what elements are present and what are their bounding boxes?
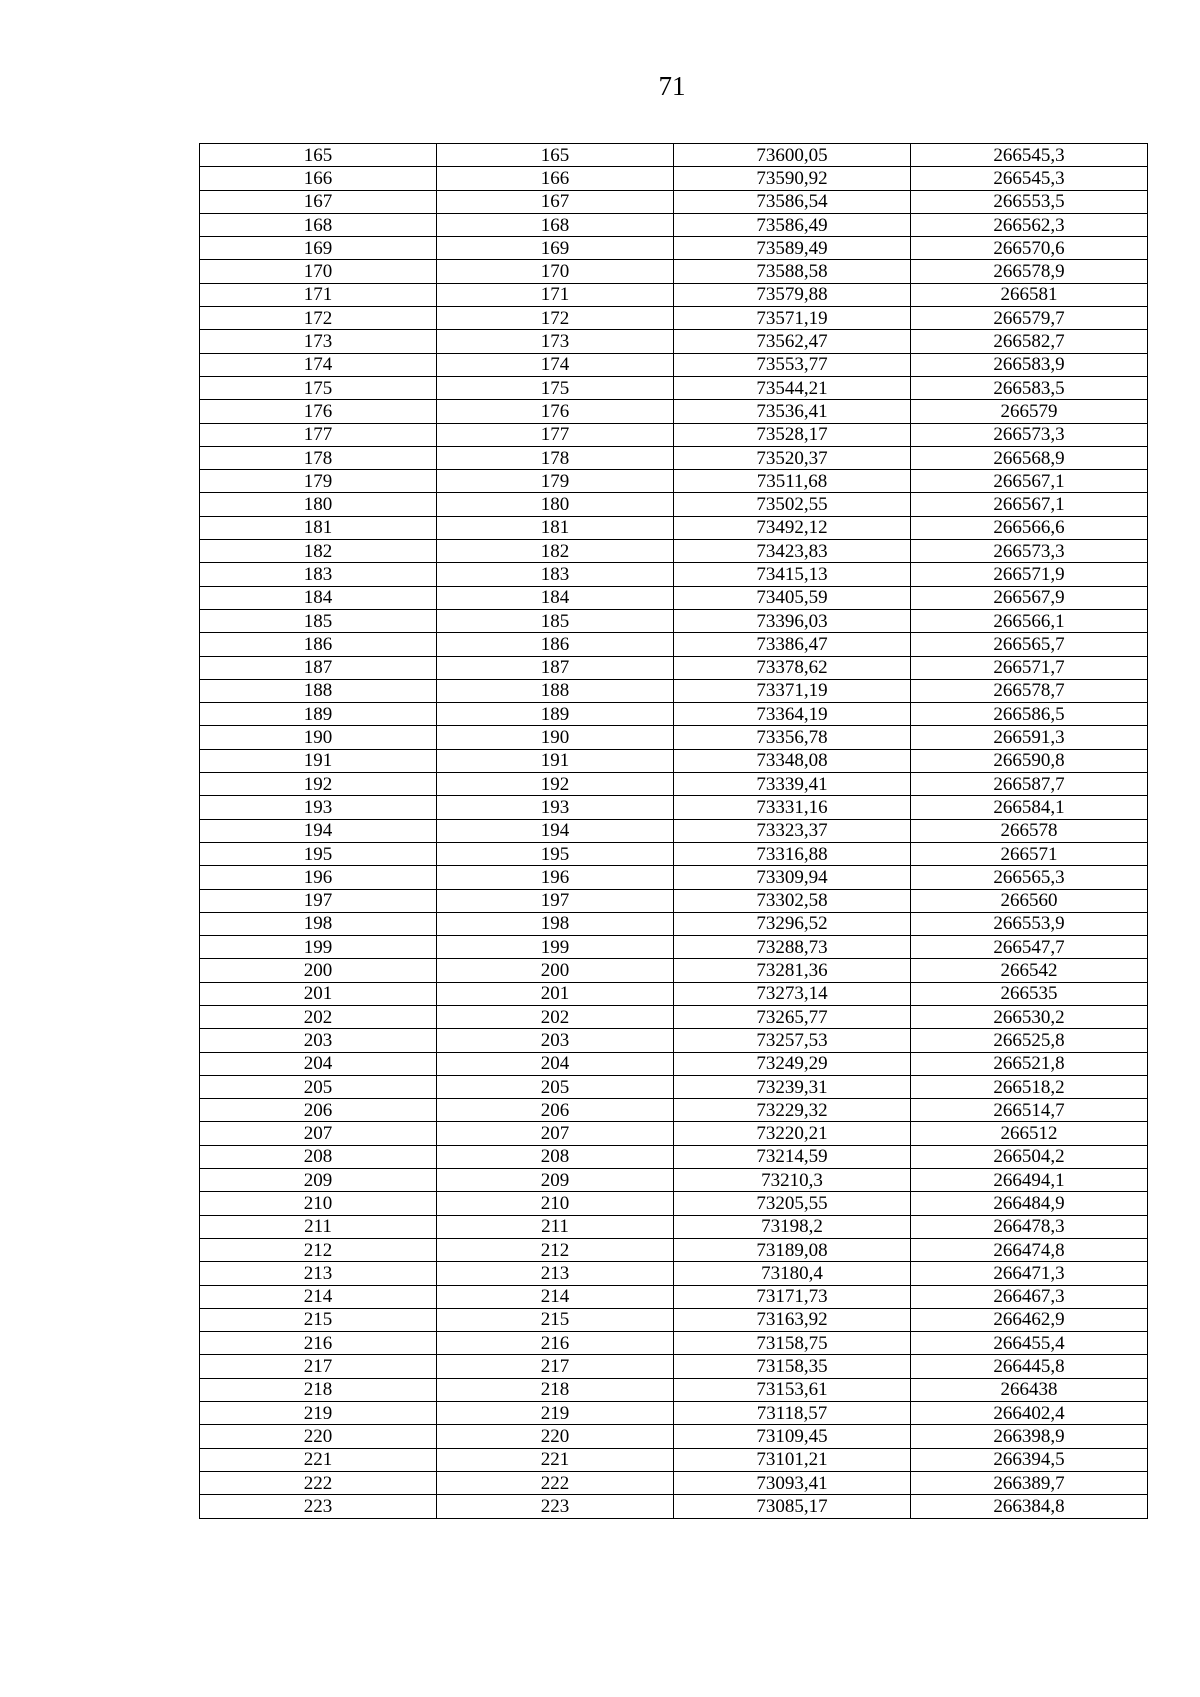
x-coordinate-cell: 73205,55 xyxy=(674,1192,911,1215)
x-coordinate-cell: 73265,77 xyxy=(674,1005,911,1028)
y-coordinate-cell: 266568,9 xyxy=(911,446,1148,469)
x-coordinate-cell: 73210,3 xyxy=(674,1169,911,1192)
table-row xyxy=(200,353,1148,376)
table-row xyxy=(200,1285,1148,1308)
point-number-cell: 171 xyxy=(200,283,437,306)
point-number-cell: 201 xyxy=(200,982,437,1005)
coordinates-table-body xyxy=(200,144,1148,1519)
table-row xyxy=(200,1355,1148,1378)
x-coordinate-cell: 73109,45 xyxy=(674,1425,911,1448)
x-coordinate-cell: 73273,14 xyxy=(674,982,911,1005)
point-id-cell: 182 xyxy=(437,540,674,563)
table-row xyxy=(200,936,1148,959)
point-id-cell: 214 xyxy=(437,1285,674,1308)
point-number-cell: 181 xyxy=(200,516,437,539)
table-row xyxy=(200,1238,1148,1261)
point-number-cell: 216 xyxy=(200,1332,437,1355)
point-id-cell: 189 xyxy=(437,703,674,726)
point-number-cell: 185 xyxy=(200,609,437,632)
x-coordinate-cell: 73316,88 xyxy=(674,842,911,865)
point-number-cell: 219 xyxy=(200,1402,437,1425)
point-number-cell: 191 xyxy=(200,749,437,772)
x-coordinate-cell: 73339,41 xyxy=(674,773,911,796)
point-number-cell: 210 xyxy=(200,1192,437,1215)
table-row xyxy=(200,866,1148,889)
y-coordinate-cell: 266567,9 xyxy=(911,586,1148,609)
point-id-cell: 204 xyxy=(437,1052,674,1075)
x-coordinate-cell: 73296,52 xyxy=(674,912,911,935)
y-coordinate-cell: 266562,3 xyxy=(911,213,1148,236)
table-row xyxy=(200,470,1148,493)
point-id-cell: 212 xyxy=(437,1238,674,1261)
y-coordinate-cell: 266567,1 xyxy=(911,470,1148,493)
y-coordinate-cell: 266545,3 xyxy=(911,144,1148,167)
x-coordinate-cell: 73579,88 xyxy=(674,283,911,306)
point-id-cell: 176 xyxy=(437,400,674,423)
y-coordinate-cell: 266512 xyxy=(911,1122,1148,1145)
point-number-cell: 205 xyxy=(200,1075,437,1098)
point-id-cell: 190 xyxy=(437,726,674,749)
point-number-cell: 195 xyxy=(200,842,437,865)
y-coordinate-cell: 266578,7 xyxy=(911,679,1148,702)
point-id-cell: 209 xyxy=(437,1169,674,1192)
point-id-cell: 206 xyxy=(437,1099,674,1122)
point-id-cell: 184 xyxy=(437,586,674,609)
point-number-cell: 200 xyxy=(200,959,437,982)
point-number-cell: 190 xyxy=(200,726,437,749)
point-id-cell: 218 xyxy=(437,1378,674,1401)
x-coordinate-cell: 73586,49 xyxy=(674,213,911,236)
x-coordinate-cell: 73378,62 xyxy=(674,656,911,679)
y-coordinate-cell: 266583,9 xyxy=(911,353,1148,376)
point-id-cell: 183 xyxy=(437,563,674,586)
x-coordinate-cell: 73528,17 xyxy=(674,423,911,446)
y-coordinate-cell: 266553,5 xyxy=(911,190,1148,213)
point-id-cell: 203 xyxy=(437,1029,674,1052)
x-coordinate-cell: 73118,57 xyxy=(674,1402,911,1425)
table-row xyxy=(200,307,1148,330)
point-id-cell: 216 xyxy=(437,1332,674,1355)
x-coordinate-cell: 73214,59 xyxy=(674,1145,911,1168)
x-coordinate-cell: 73180,4 xyxy=(674,1262,911,1285)
table-row xyxy=(200,423,1148,446)
y-coordinate-cell: 266467,3 xyxy=(911,1285,1148,1308)
table-row xyxy=(200,1169,1148,1192)
table-row xyxy=(200,1215,1148,1238)
point-number-cell: 180 xyxy=(200,493,437,516)
point-number-cell: 206 xyxy=(200,1099,437,1122)
y-coordinate-cell: 266389,7 xyxy=(911,1471,1148,1494)
point-number-cell: 166 xyxy=(200,167,437,190)
point-id-cell: 196 xyxy=(437,866,674,889)
point-id-cell: 197 xyxy=(437,889,674,912)
point-number-cell: 207 xyxy=(200,1122,437,1145)
point-id-cell: 178 xyxy=(437,446,674,469)
y-coordinate-cell: 266384,8 xyxy=(911,1495,1148,1518)
x-coordinate-cell: 73323,37 xyxy=(674,819,911,842)
table-row xyxy=(200,1332,1148,1355)
y-coordinate-cell: 266484,9 xyxy=(911,1192,1148,1215)
point-id-cell: 168 xyxy=(437,213,674,236)
point-number-cell: 165 xyxy=(200,144,437,167)
y-coordinate-cell: 266545,3 xyxy=(911,167,1148,190)
point-id-cell: 195 xyxy=(437,842,674,865)
point-id-cell: 172 xyxy=(437,307,674,330)
y-coordinate-cell: 266398,9 xyxy=(911,1425,1148,1448)
point-id-cell: 211 xyxy=(437,1215,674,1238)
x-coordinate-cell: 73101,21 xyxy=(674,1448,911,1471)
y-coordinate-cell: 266573,3 xyxy=(911,540,1148,563)
y-coordinate-cell: 266566,6 xyxy=(911,516,1148,539)
x-coordinate-cell: 73281,36 xyxy=(674,959,911,982)
table-row xyxy=(200,446,1148,469)
point-number-cell: 183 xyxy=(200,563,437,586)
y-coordinate-cell: 266478,3 xyxy=(911,1215,1148,1238)
x-coordinate-cell: 73586,54 xyxy=(674,190,911,213)
y-coordinate-cell: 266535 xyxy=(911,982,1148,1005)
x-coordinate-cell: 73220,21 xyxy=(674,1122,911,1145)
point-number-cell: 189 xyxy=(200,703,437,726)
x-coordinate-cell: 73386,47 xyxy=(674,633,911,656)
y-coordinate-cell: 266578 xyxy=(911,819,1148,842)
y-coordinate-cell: 266514,7 xyxy=(911,1099,1148,1122)
point-id-cell: 199 xyxy=(437,936,674,959)
x-coordinate-cell: 73331,16 xyxy=(674,796,911,819)
y-coordinate-cell: 266547,7 xyxy=(911,936,1148,959)
y-coordinate-cell: 266471,3 xyxy=(911,1262,1148,1285)
y-coordinate-cell: 266582,7 xyxy=(911,330,1148,353)
point-number-cell: 223 xyxy=(200,1495,437,1518)
table-row xyxy=(200,260,1148,283)
x-coordinate-cell: 73544,21 xyxy=(674,376,911,399)
point-id-cell: 205 xyxy=(437,1075,674,1098)
x-coordinate-cell: 73371,19 xyxy=(674,679,911,702)
x-coordinate-cell: 73511,68 xyxy=(674,470,911,493)
y-coordinate-cell: 266566,1 xyxy=(911,609,1148,632)
y-coordinate-cell: 266587,7 xyxy=(911,773,1148,796)
table-row xyxy=(200,1495,1148,1518)
x-coordinate-cell: 73257,53 xyxy=(674,1029,911,1052)
x-coordinate-cell: 73600,05 xyxy=(674,144,911,167)
point-id-cell: 166 xyxy=(437,167,674,190)
point-number-cell: 176 xyxy=(200,400,437,423)
point-number-cell: 186 xyxy=(200,633,437,656)
x-coordinate-cell: 73198,2 xyxy=(674,1215,911,1238)
point-number-cell: 170 xyxy=(200,260,437,283)
x-coordinate-cell: 73302,58 xyxy=(674,889,911,912)
point-number-cell: 168 xyxy=(200,213,437,236)
y-coordinate-cell: 266474,8 xyxy=(911,1238,1148,1261)
x-coordinate-cell: 73229,32 xyxy=(674,1099,911,1122)
point-id-cell: 167 xyxy=(437,190,674,213)
table-row xyxy=(200,656,1148,679)
table-row xyxy=(200,1471,1148,1494)
point-id-cell: 223 xyxy=(437,1495,674,1518)
point-number-cell: 182 xyxy=(200,540,437,563)
point-number-cell: 175 xyxy=(200,376,437,399)
x-coordinate-cell: 73085,17 xyxy=(674,1495,911,1518)
table-row xyxy=(200,1099,1148,1122)
point-number-cell: 177 xyxy=(200,423,437,446)
point-id-cell: 207 xyxy=(437,1122,674,1145)
table-row xyxy=(200,283,1148,306)
page-number: 71 xyxy=(658,71,686,101)
point-id-cell: 217 xyxy=(437,1355,674,1378)
x-coordinate-cell: 73189,08 xyxy=(674,1238,911,1261)
point-number-cell: 222 xyxy=(200,1471,437,1494)
x-coordinate-cell: 73502,55 xyxy=(674,493,911,516)
table-row xyxy=(200,1448,1148,1471)
y-coordinate-cell: 266565,3 xyxy=(911,866,1148,889)
point-number-cell: 193 xyxy=(200,796,437,819)
point-number-cell: 214 xyxy=(200,1285,437,1308)
x-coordinate-cell: 73288,73 xyxy=(674,936,911,959)
x-coordinate-cell: 73571,19 xyxy=(674,307,911,330)
point-number-cell: 194 xyxy=(200,819,437,842)
x-coordinate-cell: 73562,47 xyxy=(674,330,911,353)
point-id-cell: 169 xyxy=(437,237,674,260)
table-row xyxy=(200,540,1148,563)
point-id-cell: 198 xyxy=(437,912,674,935)
table-row xyxy=(200,819,1148,842)
point-number-cell: 196 xyxy=(200,866,437,889)
point-number-cell: 167 xyxy=(200,190,437,213)
y-coordinate-cell: 266591,3 xyxy=(911,726,1148,749)
point-id-cell: 210 xyxy=(437,1192,674,1215)
point-number-cell: 213 xyxy=(200,1262,437,1285)
point-id-cell: 193 xyxy=(437,796,674,819)
point-id-cell: 219 xyxy=(437,1402,674,1425)
y-coordinate-cell: 266394,5 xyxy=(911,1448,1148,1471)
y-coordinate-cell: 266567,1 xyxy=(911,493,1148,516)
x-coordinate-cell: 73356,78 xyxy=(674,726,911,749)
point-id-cell: 179 xyxy=(437,470,674,493)
point-number-cell: 197 xyxy=(200,889,437,912)
point-number-cell: 215 xyxy=(200,1308,437,1331)
point-id-cell: 180 xyxy=(437,493,674,516)
table-row xyxy=(200,190,1148,213)
table-row xyxy=(200,889,1148,912)
x-coordinate-cell: 73093,41 xyxy=(674,1471,911,1494)
y-coordinate-cell: 266553,9 xyxy=(911,912,1148,935)
table-row xyxy=(200,400,1148,423)
table-row xyxy=(200,1005,1148,1028)
point-id-cell: 222 xyxy=(437,1471,674,1494)
y-coordinate-cell: 266571,9 xyxy=(911,563,1148,586)
table-row xyxy=(200,912,1148,935)
table-row xyxy=(200,1378,1148,1401)
y-coordinate-cell: 266586,5 xyxy=(911,703,1148,726)
x-coordinate-cell: 73364,19 xyxy=(674,703,911,726)
x-coordinate-cell: 73423,83 xyxy=(674,540,911,563)
point-number-cell: 204 xyxy=(200,1052,437,1075)
y-coordinate-cell: 266590,8 xyxy=(911,749,1148,772)
point-id-cell: 177 xyxy=(437,423,674,446)
point-number-cell: 220 xyxy=(200,1425,437,1448)
point-id-cell: 173 xyxy=(437,330,674,353)
point-id-cell: 170 xyxy=(437,260,674,283)
point-number-cell: 169 xyxy=(200,237,437,260)
point-number-cell: 211 xyxy=(200,1215,437,1238)
table-row xyxy=(200,376,1148,399)
x-coordinate-cell: 73415,13 xyxy=(674,563,911,586)
table-row xyxy=(200,1145,1148,1168)
table-row xyxy=(200,749,1148,772)
y-coordinate-cell: 266455,4 xyxy=(911,1332,1148,1355)
table-row xyxy=(200,1122,1148,1145)
x-coordinate-cell: 73249,29 xyxy=(674,1052,911,1075)
point-id-cell: 186 xyxy=(437,633,674,656)
point-number-cell: 203 xyxy=(200,1029,437,1052)
table-row xyxy=(200,726,1148,749)
x-coordinate-cell: 73158,75 xyxy=(674,1332,911,1355)
x-coordinate-cell: 73589,49 xyxy=(674,237,911,260)
point-number-cell: 217 xyxy=(200,1355,437,1378)
y-coordinate-cell: 266530,2 xyxy=(911,1005,1148,1028)
x-coordinate-cell: 73520,37 xyxy=(674,446,911,469)
table-row xyxy=(200,516,1148,539)
point-number-cell: 173 xyxy=(200,330,437,353)
x-coordinate-cell: 73239,31 xyxy=(674,1075,911,1098)
point-number-cell: 178 xyxy=(200,446,437,469)
point-id-cell: 175 xyxy=(437,376,674,399)
point-id-cell: 185 xyxy=(437,609,674,632)
y-coordinate-cell: 266494,1 xyxy=(911,1169,1148,1192)
point-number-cell: 221 xyxy=(200,1448,437,1471)
y-coordinate-cell: 266581 xyxy=(911,283,1148,306)
y-coordinate-cell: 266445,8 xyxy=(911,1355,1148,1378)
table-row xyxy=(200,609,1148,632)
y-coordinate-cell: 266570,6 xyxy=(911,237,1148,260)
point-id-cell: 221 xyxy=(437,1448,674,1471)
table-row xyxy=(200,493,1148,516)
point-number-cell: 188 xyxy=(200,679,437,702)
y-coordinate-cell: 266542 xyxy=(911,959,1148,982)
x-coordinate-cell: 73171,73 xyxy=(674,1285,911,1308)
table-row xyxy=(200,633,1148,656)
point-id-cell: 215 xyxy=(437,1308,674,1331)
point-number-cell: 199 xyxy=(200,936,437,959)
point-id-cell: 181 xyxy=(437,516,674,539)
point-id-cell: 200 xyxy=(437,959,674,982)
point-number-cell: 198 xyxy=(200,912,437,935)
point-number-cell: 184 xyxy=(200,586,437,609)
y-coordinate-cell: 266579,7 xyxy=(911,307,1148,330)
point-id-cell: 213 xyxy=(437,1262,674,1285)
point-number-cell: 174 xyxy=(200,353,437,376)
y-coordinate-cell: 266579 xyxy=(911,400,1148,423)
y-coordinate-cell: 266573,3 xyxy=(911,423,1148,446)
y-coordinate-cell: 266518,2 xyxy=(911,1075,1148,1098)
point-id-cell: 187 xyxy=(437,656,674,679)
y-coordinate-cell: 266402,4 xyxy=(911,1402,1148,1425)
point-id-cell: 192 xyxy=(437,773,674,796)
y-coordinate-cell: 266525,8 xyxy=(911,1029,1148,1052)
table-row xyxy=(200,1075,1148,1098)
x-coordinate-cell: 73590,92 xyxy=(674,167,911,190)
x-coordinate-cell: 73348,08 xyxy=(674,749,911,772)
y-coordinate-cell: 266584,1 xyxy=(911,796,1148,819)
point-id-cell: 165 xyxy=(437,144,674,167)
point-number-cell: 192 xyxy=(200,773,437,796)
x-coordinate-cell: 73553,77 xyxy=(674,353,911,376)
x-coordinate-cell: 73588,58 xyxy=(674,260,911,283)
table-row xyxy=(200,1402,1148,1425)
point-id-cell: 194 xyxy=(437,819,674,842)
table-row xyxy=(200,1029,1148,1052)
point-number-cell: 209 xyxy=(200,1169,437,1192)
table-row xyxy=(200,959,1148,982)
table-row xyxy=(200,842,1148,865)
x-coordinate-cell: 73158,35 xyxy=(674,1355,911,1378)
table-row xyxy=(200,167,1148,190)
table-row xyxy=(200,144,1148,167)
point-number-cell: 218 xyxy=(200,1378,437,1401)
table-row xyxy=(200,1192,1148,1215)
y-coordinate-cell: 266560 xyxy=(911,889,1148,912)
table-row xyxy=(200,1262,1148,1285)
x-coordinate-cell: 73153,61 xyxy=(674,1378,911,1401)
x-coordinate-cell: 73396,03 xyxy=(674,609,911,632)
coordinates-table xyxy=(199,143,1148,1519)
point-number-cell: 208 xyxy=(200,1145,437,1168)
y-coordinate-cell: 266571,7 xyxy=(911,656,1148,679)
table-row xyxy=(200,237,1148,260)
point-id-cell: 208 xyxy=(437,1145,674,1168)
y-coordinate-cell: 266504,2 xyxy=(911,1145,1148,1168)
table-row xyxy=(200,982,1148,1005)
table-row xyxy=(200,796,1148,819)
x-coordinate-cell: 73536,41 xyxy=(674,400,911,423)
x-coordinate-cell: 73492,12 xyxy=(674,516,911,539)
y-coordinate-cell: 266583,5 xyxy=(911,376,1148,399)
table-row xyxy=(200,563,1148,586)
y-coordinate-cell: 266565,7 xyxy=(911,633,1148,656)
x-coordinate-cell: 73309,94 xyxy=(674,866,911,889)
point-id-cell: 174 xyxy=(437,353,674,376)
y-coordinate-cell: 266578,9 xyxy=(911,260,1148,283)
y-coordinate-cell: 266521,8 xyxy=(911,1052,1148,1075)
table-row xyxy=(200,213,1148,236)
y-coordinate-cell: 266462,9 xyxy=(911,1308,1148,1331)
table-row xyxy=(200,1308,1148,1331)
point-number-cell: 202 xyxy=(200,1005,437,1028)
point-number-cell: 179 xyxy=(200,470,437,493)
point-number-cell: 212 xyxy=(200,1238,437,1261)
x-coordinate-cell: 73163,92 xyxy=(674,1308,911,1331)
y-coordinate-cell: 266571 xyxy=(911,842,1148,865)
x-coordinate-cell: 73405,59 xyxy=(674,586,911,609)
point-id-cell: 220 xyxy=(437,1425,674,1448)
point-id-cell: 171 xyxy=(437,283,674,306)
point-id-cell: 201 xyxy=(437,982,674,1005)
table-row xyxy=(200,330,1148,353)
table-row xyxy=(200,703,1148,726)
point-id-cell: 188 xyxy=(437,679,674,702)
point-number-cell: 187 xyxy=(200,656,437,679)
point-id-cell: 191 xyxy=(437,749,674,772)
table-row xyxy=(200,1425,1148,1448)
table-row xyxy=(200,773,1148,796)
table-row xyxy=(200,1052,1148,1075)
table-row xyxy=(200,586,1148,609)
y-coordinate-cell: 266438 xyxy=(911,1378,1148,1401)
table-row xyxy=(200,679,1148,702)
point-id-cell: 202 xyxy=(437,1005,674,1028)
point-number-cell: 172 xyxy=(200,307,437,330)
